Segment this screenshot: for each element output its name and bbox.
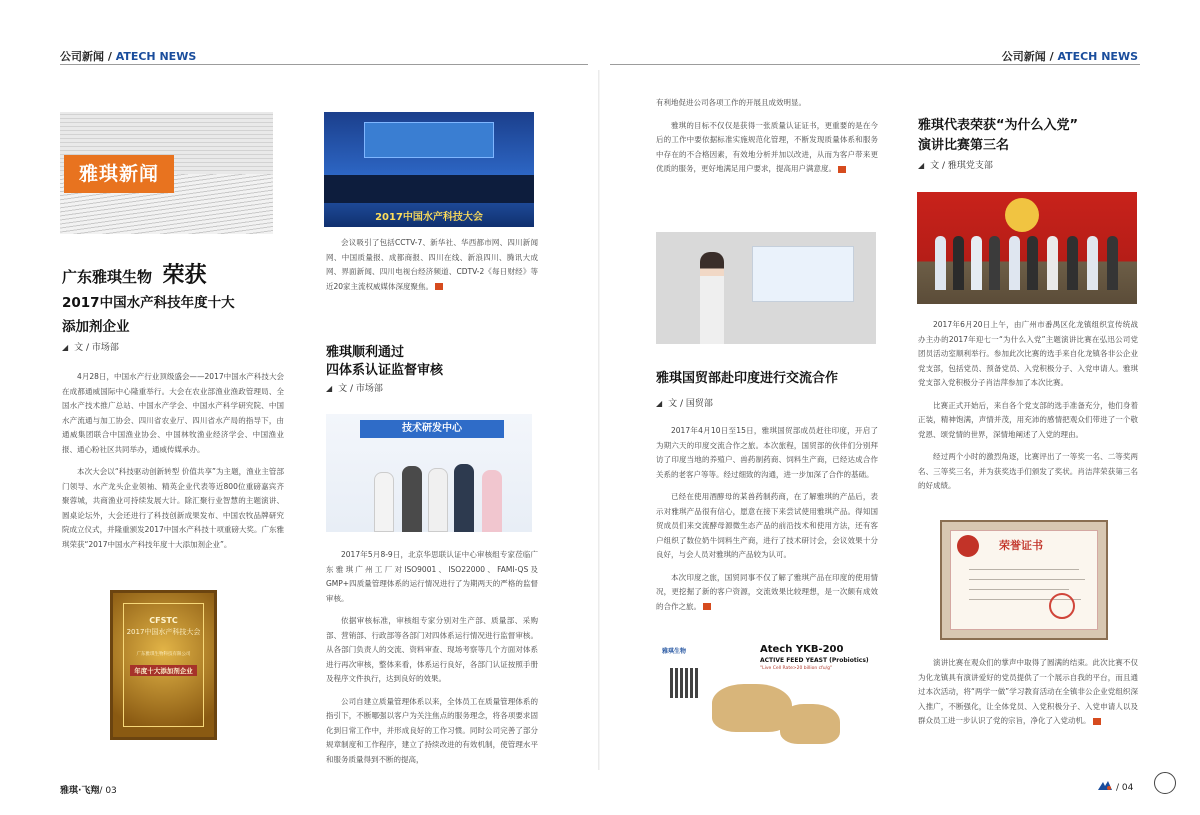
conference-banner-text: 2017中国水产科技大会 [375, 212, 483, 223]
person-silhouette [428, 468, 448, 532]
person-silhouette [1027, 236, 1038, 290]
party-emblem-icon [1005, 198, 1039, 232]
article1-paragraph: 4月28日，中国水产行业顶级盛会——2017中国水产科技大会在成都通威国际中心隆重举行。大会在农业部渔业渔政管理局、全国水产技术推广总站、中国水产学会、中国水产科学研究院、中国水产流通与加工协会、四川省农业厅、四川省水产局的指导下，由通威集团联合中国渔业协会、中国林牧渔业经济学会、中国渔业报、通心粉社区共同举办，通威传媒承办。 [62, 372, 284, 454]
article4-headline [918, 116, 1143, 156]
article3-body [656, 424, 878, 622]
footer-page-left: / 03 [99, 786, 117, 796]
person-silhouette [971, 236, 982, 290]
article2-continued-body [656, 96, 878, 185]
product-tagline: "Live Cell Rate>20 billion cfu/g" [760, 666, 833, 671]
header-right-en: ATECH NEWS [1057, 50, 1138, 63]
byline-mark-icon: ◢ [918, 161, 925, 170]
article1-headline-emphasis: 荣获 [162, 263, 207, 288]
article2-cont-paragraph: 有利地促进公司各项工作的开展且成效明显。 [656, 98, 806, 107]
lab-staff-photo [326, 414, 532, 532]
footer-left [60, 783, 117, 796]
header-left-cn: 公司新闻 [60, 50, 104, 63]
running-header-left: 公司新闻 / ATECH NEWS [60, 50, 197, 63]
end-mark-icon [1093, 718, 1101, 725]
product-title: Atech YKB-200 [760, 644, 844, 655]
qr-code-icon [670, 668, 700, 698]
speech-contest-photo [917, 192, 1137, 304]
award-plaque-photo [110, 590, 217, 740]
article4-title-line2: 演讲比赛第三名 [918, 138, 1010, 153]
product-ad-image [662, 644, 878, 762]
article2-byline: ◢ 文 / 市场部 [326, 384, 383, 394]
footer-magazine-name: 雅琪·飞翔 [60, 786, 100, 796]
article3-paragraph: 2017年4月10日至15日，雅琪国贸部成员赶往印度，开启了为期六天的印度交流合作之旅。本次旅程，国贸部的伙伴们分别拜访了印度当地的养殖户、兽药制药商、饲料生产商，已经达成合作关系的老客户等等。经过细致的沟通，进一步加深了合作的基础。 [656, 426, 878, 479]
person-silhouette [1067, 236, 1078, 290]
article4-paragraph: 2017年6月20日上午，由广州市番禺区化龙镇组织宣传统战办主办的2017年迎七一“为什么入党”主题演讲比赛在弘迅公司党团员活动室顺利举行。参加此次比赛的选手来自化龙镇各非公企业党支部，包括党员、预备党员、入党积极分子、入党申请人。雅琪党支部入党积极分子肖洁萍参加了本次比赛。 [918, 320, 1138, 387]
article4-paragraph: 经过两个小时的激烈角逐，比赛评出了一等奖一名、二等奖两名、三等奖三名，并为获奖选手们颁发了奖状。肖洁萍荣获第三名的好成绩。 [918, 452, 1138, 490]
person-silhouette [953, 236, 964, 290]
article1-cont-paragraph: 会议吸引了包括CCTV-7、新华社、华西都市网、四川新闻网、中国质量报、成都商报、四川在线、新浪四川、腾讯大成网、界面新闻、四川电视台经济频道、CDTV-2《每日财经》等近20家主流权威媒体深度聚焦。 [326, 238, 538, 291]
person-silhouette [1087, 236, 1098, 290]
article2-paragraph: 公司自建立质量管理体系以来，全体员工在质量管理体系的指引下，不断哪强以客户为关注焦点的服务理念，将各项要求固化到日常工作中，并形成良好的工作习惯。同时公司完善了部分规章制度和工作程序，建立了持续改进的有效机制，使管理水平和服务质量得到不断的提高， [326, 696, 538, 764]
person-silhouette [1107, 236, 1118, 290]
conference-stage [324, 175, 534, 203]
article1-headline [62, 262, 302, 339]
running-header-right: 公司新闻 / ATECH NEWS [1001, 50, 1138, 63]
cow-shape-icon [780, 704, 840, 744]
mascot-icon [1154, 772, 1176, 794]
byline-mark-icon: ◢ [656, 399, 663, 408]
news-banner-tag: 雅琪新闻 [64, 155, 174, 193]
brand-logo-icon [1097, 780, 1113, 792]
article2-headline [326, 344, 538, 380]
article2-paragraph: 依据审核标准，审核组专家分别对生产部、质量部、采购部、营销部、行政部等各部门对四体系运行情况进行监督审核。从各部门负责人的交流、资料审查、现场考察等几个方面对体系进行再次审核，整体来看，体系运行良好，各部门认证按照手册及程序文件执行，达到良好的效果。 [326, 616, 538, 683]
header-right-cn: 公司新闻 [1001, 50, 1046, 63]
header-left-en: ATECH NEWS [115, 50, 197, 63]
india-meeting-photo [656, 232, 876, 344]
honor-certificate-photo [940, 520, 1108, 640]
article3-byline: ◢ 文 / 国贸部 [656, 399, 713, 409]
person-silhouette [482, 470, 502, 532]
article4-title-line1: 雅琪代表荣获“为什么入党” [918, 118, 1079, 133]
end-mark-icon [703, 603, 711, 610]
page-gutter [598, 70, 600, 770]
footer-right [1116, 783, 1133, 793]
person-silhouette [454, 464, 474, 532]
header-rule-left [60, 64, 588, 65]
article4-paragraph: 比赛正式开始后，来自各个党支部的选手准备充分，他们身着正装，精神饱满，声情并茂，用充沛的感情把观众们带进了一个敬党恩、颂党情的世界，深情地阐述了入党的理由。 [918, 400, 1138, 439]
conference-screen [364, 122, 494, 158]
end-mark-icon [838, 166, 846, 173]
official-stamp-icon [1049, 593, 1075, 619]
article4-body-bottom [918, 656, 1138, 737]
presenter-silhouette [700, 252, 724, 344]
person-silhouette [935, 236, 946, 290]
product-brand: 雅琪生物 [662, 648, 687, 655]
article1-headline-line3: 添加剂企业 [62, 319, 130, 335]
product-subtitle: ACTIVE FEED YEAST (Probiotics) [760, 657, 869, 664]
article4-byline: ◢ 文 / 雅琪党支部 [918, 161, 993, 171]
article2-cont-paragraph: 雅琪的目标不仅仅是获得一张质量认证证书，更重要的是在今后的工作中要依据标准实施规范化管理，不断发现质量体系和服务中存在的不合格因素，有效地分析并加以改进，从而为客户带来更优质的服务，更好地满足用户要求，提高用户满意度。 [656, 120, 878, 173]
article4-body-top [918, 318, 1138, 502]
plaque-line2: 2017中国水产科技大会 [126, 628, 201, 636]
article3-paragraph: 已经在使用酒酵母的某兽药制药商，在了解雅琪的产品后，表示对雅琪产品很有信心，愿意在接下来尝试使用雅琪产品。得知国贸成员们来交流酵母源微生态产品的前沿技术和使用方法，还有客户组织了数位奶牛饲料生产商，进行了技术研讨会，会议效果十分良好，与会人员对雅琪的产品较为认可。 [656, 492, 878, 559]
article1-body [62, 370, 284, 560]
news-banner-image [60, 112, 273, 234]
article2-paragraph: 2017年5月8-9日，北京华思联认证中心审核组专家莅临广东雅琪广州工厂对ISO9001、ISO22000、FAMI-QS及GMP+四质量管理体系的运行情况进行了为期两天的严格的监督审核。 [326, 550, 538, 603]
projector-screen [752, 246, 854, 302]
plaque-line3: 广东雅琪生物科技有限公司 [136, 652, 191, 657]
article3-paragraph: 本次印度之旅，国贸同事不仅了解了雅琪产品在印度的使用情况，更挖掘了新的客户资源，交流效果比较理想，是一次颇有成效的合作之旅。 [656, 572, 878, 611]
article1-headline-line2: 2017中国水产科技年度十大 [62, 295, 235, 311]
byline-mark-icon: ◢ [62, 343, 69, 352]
party-seal-icon [957, 535, 979, 557]
plaque-line4: 年度十大添加剂企业 [130, 665, 197, 676]
article3-headline: 雅琪国贸部赴印度进行交流合作 [656, 371, 839, 386]
article1-headline-line1: 广东雅琪生物 荣获 [62, 263, 207, 288]
footer-page-right: / 04 [1116, 783, 1134, 793]
article1-byline: ◢ 文 / 市场部 [62, 343, 119, 353]
person-silhouette [374, 472, 394, 532]
article1-paragraph: 本次大会以“科技驱动创新转型 价值共享”为主题，渔业主管部门领导、水产龙头企业领袖、精英企业代表等近800位重磅嘉宾齐聚蓉城，共商渔业可持续发展大计。除汇聚行业智慧的主题演讲、圆桌论坛外，大会还进行了科技创新成果发布、中国农牧品牌研究院成立仪式，并隆重颁发2017中国水产科技十项重磅大奖。广东雅琪荣获“2017中国水产科技年度十大添加剂企业”。 [62, 467, 284, 549]
article2-body [326, 548, 538, 775]
byline-mark-icon: ◢ [326, 384, 333, 393]
header-rule-right [610, 64, 1140, 65]
article2-title-line1: 雅琪顺利通过 [326, 345, 405, 360]
certificate-header: 荣誉证书 [999, 539, 1043, 552]
plaque-line1: CFSTC [149, 616, 178, 625]
person-silhouette [402, 466, 422, 532]
person-silhouette [1047, 236, 1058, 290]
person-silhouette [989, 236, 1000, 290]
article2-title-line2: 四体系认证监督审核 [326, 363, 444, 378]
conference-photo [324, 112, 534, 227]
article1-continued-body [326, 236, 538, 302]
lab-sign: 技术研发中心 [360, 420, 504, 438]
person-silhouette [1009, 236, 1020, 290]
end-mark-icon [435, 283, 443, 290]
article4-paragraph: 演讲比赛在观众们的掌声中取得了圆满的结束。此次比赛不仅为化龙镇具有演讲爱好的党员提供了一个展示自我的平台，而且通过本次活动，将“两学一做”学习教育活动在全镇非公企业党组织深入推广，不断强化，让全体党员、入党积极分子、入党申请人以及群众员工进一步认识了党的宗旨，净化了入党动机。 [918, 658, 1138, 725]
